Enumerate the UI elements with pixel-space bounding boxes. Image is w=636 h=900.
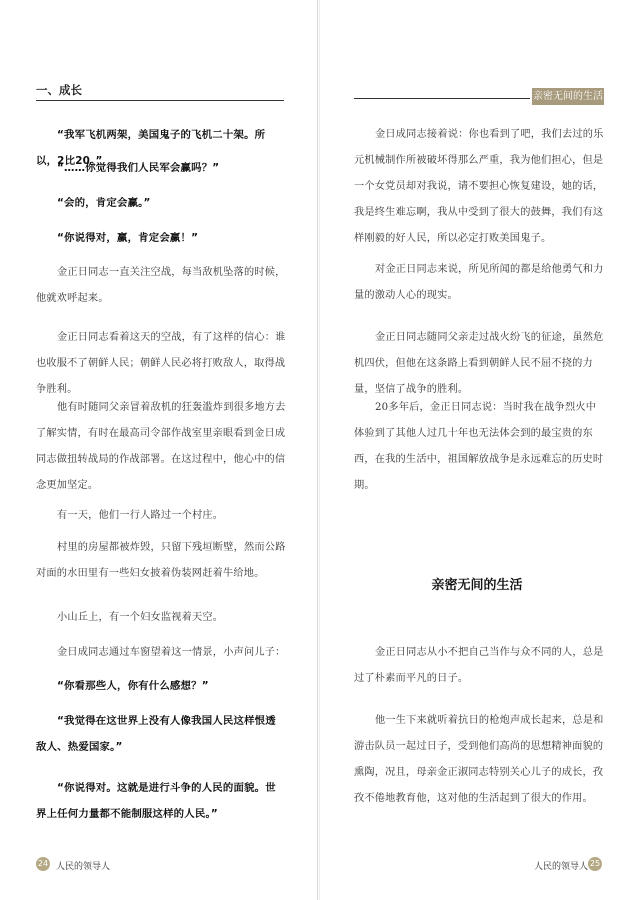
footer-title: 人民的领导人 [56,862,111,872]
paragraph: 金正日同志看着这天的空战，有了这样的信心：谁也收服不了朝鲜人民；朝鲜人民必将打败敌人，取得战争胜利。 [36,332,286,395]
paragraph: 有一天，他们一行人路过一个村庄。 [57,510,224,521]
paragraph: “你看那些人，你有什么感想？” [57,680,209,692]
chapter-header-badge: 亲密无间的生活 [532,88,604,105]
paragraph: 对金正日同志来说，所见所闻的都是给他勇气和力量的激动人心的现实。 [354,264,604,301]
paragraph: “你说得对。这就是进行斗争的人民的面貌。世界上任何力量都不能制服这样的人民。” [36,782,276,820]
paragraph: 小山丘上，有一个妇女监视着天空。 [57,612,224,623]
paragraph: 他有时随同父亲冒着敌机的狂轰滥炸到很多地方去了解实情，有时在最高司令部作战室里亲眼看到金日成同志做扭转战局的作战部署。在这过程中，他心中的信念更加坚定。 [36,402,286,491]
header-rule [36,100,284,101]
chapter-header: 一、成长 [36,83,82,97]
paragraph: 金正日同志一直关注空战，每当敌机坠落的时候，他就欢呼起来。 [36,267,286,304]
page-number: 24 [36,857,50,871]
paragraph: “你说得对，赢，肯定会赢！” [57,232,199,244]
header-rule [354,98,530,99]
paragraph: 村里的房屋都被炸毁，只留下残垣断壁，然而公路对面的水田里有一些妇女披着伪装网赶着牛给地。 [36,542,286,579]
paragraph: “会的，肯定会赢。” [57,197,151,209]
paragraph: 金日成同志通过车窗望着这一情景，小声问儿子： [57,647,286,658]
right-page [318,0,636,900]
page-number: 25 [588,857,602,871]
paragraph: 金正日同志从小不把自己当作与众不同的人，总是过了朴素而平凡的日子。 [354,647,604,684]
paragraph: “我军飞机两架，美国鬼子的飞机二十架。所以，2比20。” [36,129,266,167]
paragraph: 金正日同志随同父亲走过战火纷飞的征途，虽然危机四伏，但他在这条路上看到朝鲜人民不屈不挠的力量，坚信了战争的胜利。 [354,332,604,395]
paragraph: “……你觉得我们人民军会赢吗？” [57,162,220,174]
paragraph: 20多年后，金正日同志说：当时我在战争烈火中体验到了其他人过几十年也无法体会到的最宝贵的东西，在我的生活中，祖国解放战争是永远难忘的历史时期。 [354,402,604,491]
footer-title: 人民的领导人 [534,862,589,872]
paragraph: 他一生下来就听着抗日的枪炮声成长起来，总是和游击队员一起过日子，受到他们高尚的思想精神面貌的熏陶，况且，母亲金正淑同志特别关心儿子的成长，孜孜不倦地教育他，这对他的生活起到了很大的作用。 [354,715,604,804]
paragraph: “我觉得在这世界上没有人像我国人民这样恨透敌人、热爱国家。” [36,715,276,753]
paragraph: 金日成同志接着说：你也看到了吧，我们去过的乐元机械制作所被破坏得那么严重，我为他们担心，但是一个女党员却对我说，请不要担心恢复建设，她的话，我是终生难忘啊，我从中受到了很大的鼓舞，我们有这样刚毅的好人民，所以必定打败美国鬼子。 [354,129,604,244]
section-title: 亲密无间的生活 [431,578,523,593]
